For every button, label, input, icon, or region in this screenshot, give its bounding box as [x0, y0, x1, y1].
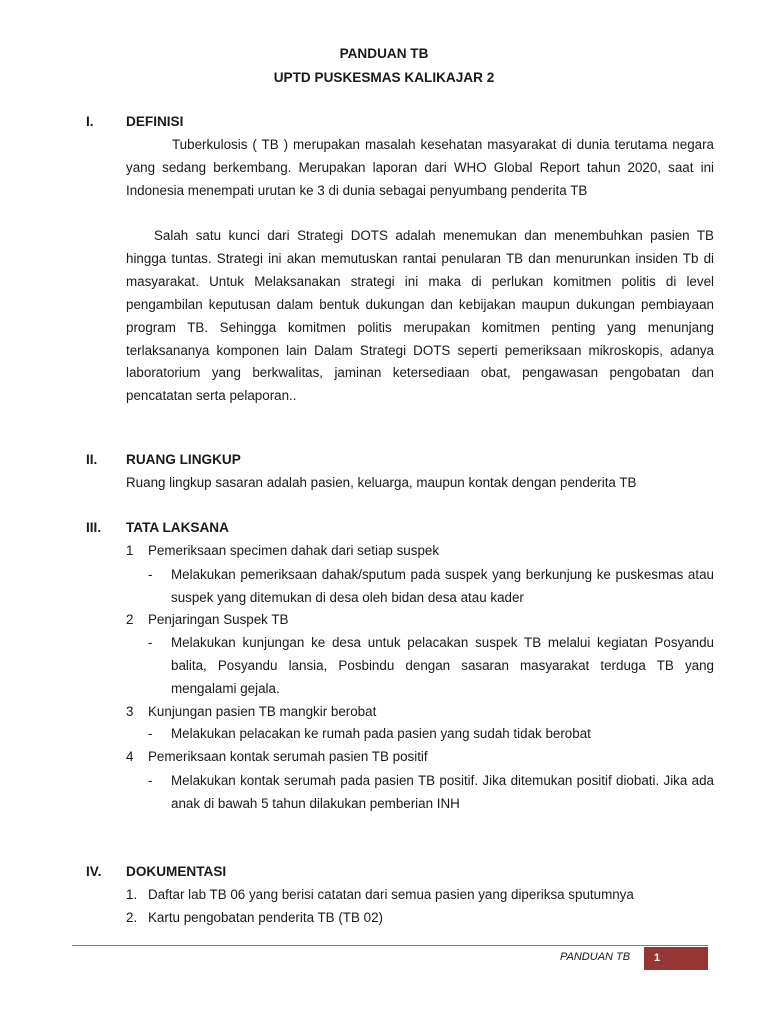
definisi-paragraph-1: Tuberkulosis ( TB ) merupakan masalah kesehatan masyarakat di dunia terutama negara yang sedang berkembang. Merupakan laporan dari WHO Global Report tahun 2020, saat ini Indonesia menempati urutan ke 3 di dunia sebagai penyumbang penderita TB: [126, 137, 714, 198]
section-number-definisi: I.: [86, 114, 94, 129]
bullet-dash: -: [148, 635, 153, 650]
tata-laksana-sub-text: Melakukan pemeriksaan dahak/sputum pada suspek yang berkunjung ke puskesmas atau suspek yang ditemukan di desa oleh bidan desa atau kader: [171, 567, 714, 605]
tata-laksana-item-number: 4: [126, 749, 134, 764]
tata-laksana-sub-text: Melakukan kunjungan ke desa untuk pelacakan suspek TB melalui kegiatan Posyandu balita, Posyandu lansia, Posbindu dengan sasaran masyarakat terduga TB yang mengalami gejala.: [171, 635, 714, 696]
footer-divider: [72, 945, 708, 946]
document-subtitle: UPTD PUSKESMAS KALIKAJAR 2: [273, 70, 495, 85]
dokumentasi-item-text: Daftar lab TB 06 yang berisi catatan dari semua pasien yang diperiksa sputumnya: [148, 887, 634, 902]
page-number: 1: [654, 952, 661, 964]
dokumentasi-item-number: 2.: [126, 910, 138, 925]
dokumentasi-item-number: 1.: [126, 887, 138, 902]
footer-label: PANDUAN TB: [560, 951, 631, 963]
section-title-ruang-lingkup: RUANG LINGKUP: [126, 452, 241, 467]
section-title-tata-laksana: TATA LAKSANA: [126, 520, 229, 535]
section-number-tata-laksana: III.: [86, 520, 102, 535]
document-title: PANDUAN TB: [339, 46, 429, 61]
bullet-dash: -: [148, 567, 153, 582]
section-number-dokumentasi: IV.: [86, 864, 102, 879]
ruang-lingkup-text: Ruang lingkup sasaran adalah pasien, keluarga, maupun kontak dengan penderita TB: [126, 475, 637, 490]
dokumentasi-item-text: Kartu pengobatan penderita TB (TB 02): [148, 910, 383, 925]
tata-laksana-item-text: Pemeriksaan kontak serumah pasien TB positif: [148, 749, 428, 764]
tata-laksana-item-text: Kunjungan pasien TB mangkir berobat: [148, 704, 377, 719]
page-number-badge: [644, 947, 708, 970]
tata-laksana-item-number: 3: [126, 704, 134, 719]
tata-laksana-sub-text: Melakukan pelacakan ke rumah pada pasien yang sudah tidak berobat: [171, 726, 591, 741]
tata-laksana-sub-text: Melakukan kontak serumah pada pasien TB positif. Jika ditemukan positif diobati. Jika ada anak di bawah 5 tahun dilakukan pemberian INH: [171, 773, 714, 811]
tata-laksana-item-number: 1: [126, 543, 134, 558]
bullet-dash: -: [148, 773, 153, 788]
section-title-dokumentasi: DOKUMENTASI: [126, 864, 227, 879]
tata-laksana-item-text: Penjaringan Suspek TB: [148, 612, 289, 627]
bullet-dash: -: [148, 726, 153, 741]
tata-laksana-item-text: Pemeriksaan specimen dahak dari setiap suspek: [148, 543, 440, 558]
section-title-definisi: DEFINISI: [126, 114, 184, 129]
definisi-paragraph-2: Salah satu kunci dari Strategi DOTS adalah menemukan dan menembuhkan pasien TB hingga tuntas. Strategi ini akan memutuskan rantai penularan TB dan menurunkan insiden Tb di masyarakat. Untuk Melaksanakan strategi ini maka di perlukan komitmen politis di level pengambilan keputusan dalam bentuk dukungan dan kebijakan maupun dukungan pembiayaan program TB. Sehingga komitmen politis merupakan komitmen penting yang menunjang terlaksananya komponen lain Dalam Strategi DOTS seperti pemeriksaan mikroskopis, adanya laboratorium yang berkwalitas, jaminan ketersediaan obat, pengawasan pengobatan dan pencatatan serta pelaporan..: [126, 228, 714, 404]
section-number-ruang-lingkup: II.: [86, 452, 98, 467]
tata-laksana-item-number: 2: [126, 612, 134, 627]
